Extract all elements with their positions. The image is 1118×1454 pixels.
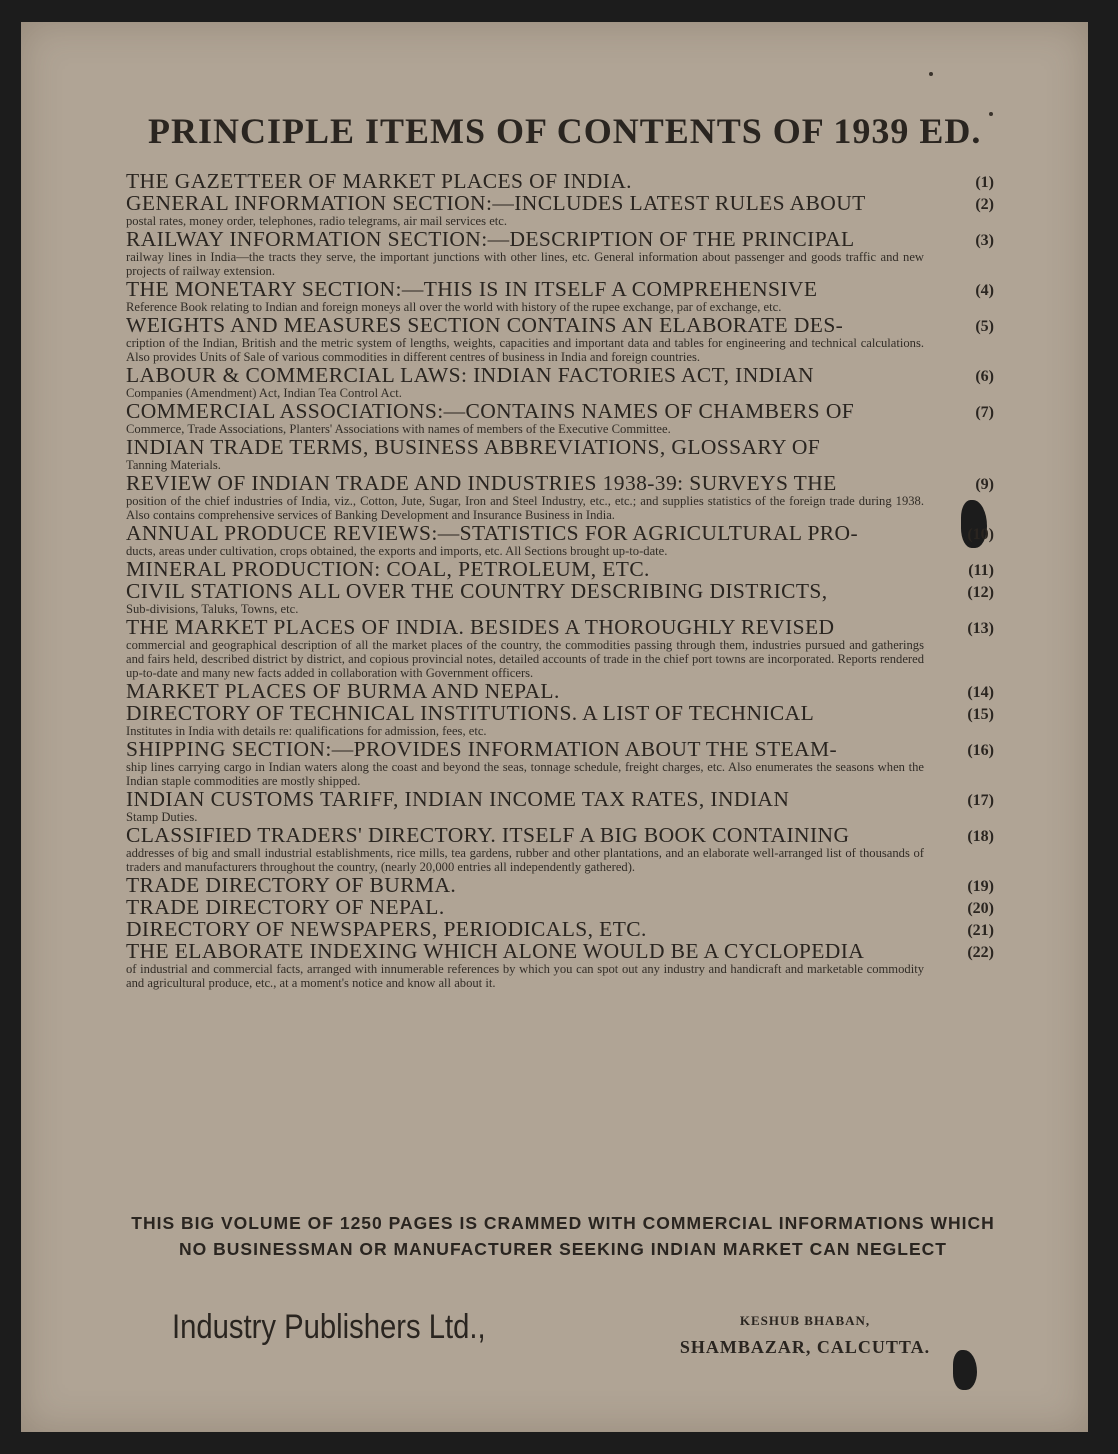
item-heading: THE ELABORATE INDEXING WHICH ALONE WOULD BE A CYCLOPEDIA xyxy=(126,939,865,963)
item-description: postal rates, money order, telephones, radio telegrams, air mail services etc. xyxy=(126,214,508,228)
item-description: Sub-divisions, Taluks, Towns, etc. xyxy=(126,602,299,616)
item-description: of industrial and commercial facts, arranged with innumerable references by which you can spot out any industry and handicraft and marketable commodity and agricultural produce, etc., at a moment's notice and know all about it. xyxy=(126,962,924,990)
contents-item xyxy=(126,788,998,824)
contents-item xyxy=(126,616,998,680)
item-heading: THE MONETARY SECTION:—THIS IS IN ITSELF A COMPREHENSIVE xyxy=(126,277,818,301)
contents-item xyxy=(126,192,998,228)
item-description: Commerce, Trade Associations, Planters' Associations with names of members of the Executive Committee. xyxy=(126,422,671,436)
item-number: (6) xyxy=(975,368,994,385)
item-number: (22) xyxy=(967,944,994,961)
contents-item xyxy=(126,436,998,472)
item-number: (20) xyxy=(967,900,994,917)
item-description: Tanning Materials. xyxy=(126,458,221,472)
item-heading: DIRECTORY OF TECHNICAL INSTITUTIONS. A LIST OF TECHNICAL xyxy=(126,701,815,725)
page-title: PRINCIPLE ITEMS OF CONTENTS OF 1939 ED. xyxy=(148,111,982,151)
item-number: (10) xyxy=(967,526,994,543)
item-heading: TRADE DIRECTORY OF NEPAL. xyxy=(126,895,445,919)
ink-speck xyxy=(929,72,933,76)
item-number: (13) xyxy=(967,620,994,637)
item-number: (12) xyxy=(967,584,994,601)
contents-item xyxy=(126,940,998,990)
contents-item xyxy=(126,738,998,788)
ink-speck xyxy=(989,112,993,116)
item-number: (21) xyxy=(967,922,994,939)
contents-item xyxy=(126,896,998,918)
address-line-1: KESHUB BHABAN, xyxy=(739,1313,871,1328)
item-number: (16) xyxy=(967,742,994,759)
item-number: (14) xyxy=(967,684,994,701)
paper-tear xyxy=(953,1350,977,1390)
item-number: (5) xyxy=(975,318,994,335)
contents-item xyxy=(126,170,998,192)
item-heading: GENERAL INFORMATION SECTION:—INCLUDES LATEST RULES ABOUT xyxy=(126,191,866,215)
address-line-2: SHAMBAZAR, CALCUTTA. xyxy=(679,1337,931,1357)
item-heading: LABOUR & COMMERCIAL LAWS: INDIAN FACTORIES ACT, INDIAN xyxy=(126,363,814,387)
item-heading: RAILWAY INFORMATION SECTION:—DESCRIPTION OF THE PRINCIPAL xyxy=(126,227,855,251)
item-number: (19) xyxy=(967,878,994,895)
item-heading: DIRECTORY OF NEWSPAPERS, PERIODICALS, ETC. xyxy=(126,917,647,941)
item-number: (3) xyxy=(975,232,994,249)
volume-statement: THIS BIG VOLUME OF 1250 PAGES IS CRAMMED WITH COMMERCIAL INFORMATIONS WHICH NO BUSINESSMAN OR MANUFACTURER SEEKING INDIAN MARKET CAN NEGLECT xyxy=(131,1213,995,1259)
contents-item xyxy=(126,558,998,580)
contents-item xyxy=(126,472,998,522)
contents-item xyxy=(126,680,998,702)
item-description: addresses of big and small industrial establishments, rice mills, tea gardens, rubber and other plantations, and an elaborate well-arranged list of thousands of traders and manufacturers throughout the country, (nearly 20,000 entries all independently gathered). xyxy=(126,846,924,874)
contents-item xyxy=(126,874,998,896)
item-heading: THE MARKET PLACES OF INDIA. BESIDES A THOROUGHLY REVISED xyxy=(126,615,835,639)
item-heading: INDIAN CUSTOMS TARIFF, INDIAN INCOME TAX RATES, INDIAN xyxy=(126,787,790,811)
item-heading: SHIPPING SECTION:—PROVIDES INFORMATION ABOUT THE STEAM- xyxy=(126,737,838,761)
contents-item xyxy=(126,824,998,874)
item-number: (15) xyxy=(967,706,994,723)
item-heading: CIVIL STATIONS ALL OVER THE COUNTRY DESCRIBING DISTRICTS, xyxy=(126,579,828,603)
contents-item xyxy=(126,364,998,400)
item-heading: MARKET PLACES OF BURMA AND NEPAL. xyxy=(126,679,560,703)
contents-item xyxy=(126,228,998,278)
item-heading: CLASSIFIED TRADERS' DIRECTORY. ITSELF A BIG BOOK CONTAINING xyxy=(126,823,850,847)
item-number: (17) xyxy=(967,792,994,809)
item-number: (11) xyxy=(968,562,994,579)
contents-item xyxy=(126,522,998,558)
item-heading: REVIEW OF INDIAN TRADE AND INDUSTRIES 1938-39: SURVEYS THE xyxy=(126,471,837,495)
item-heading: THE GAZETTEER OF MARKET PLACES OF INDIA. xyxy=(126,169,632,193)
contents-list xyxy=(126,170,998,990)
item-heading: TRADE DIRECTORY OF BURMA. xyxy=(126,873,457,897)
item-heading: INDIAN TRADE TERMS, BUSINESS ABBREVIATIONS, GLOSSARY OF xyxy=(126,435,821,459)
item-description: position of the chief industries of India, viz., Cotton, Jute, Sugar, Iron and Steel Industry, etc., etc.; and supplies statistics of the foreign trade during 1938. Also contains comprehensive services of Banking Development and Insurance Business in India. xyxy=(126,494,924,522)
item-number: (18) xyxy=(967,828,994,845)
contents-item xyxy=(126,314,998,364)
item-heading: WEIGHTS AND MEASURES SECTION CONTAINS AN ELABORATE DES- xyxy=(126,313,844,337)
item-number: (9) xyxy=(975,476,994,493)
item-description: Stamp Duties. xyxy=(126,810,198,824)
contents-item xyxy=(126,580,998,616)
contents-item xyxy=(126,400,998,436)
item-description: cription of the Indian, British and the metric system of lengths, weights, capacities and important data and tables for engineering and technical calculations. Also provides Units of Sale of various commodities in different centres of business in India and foreign countries. xyxy=(126,336,924,364)
item-heading: MINERAL PRODUCTION: COAL, PETROLEUM, ETC. xyxy=(126,557,650,581)
publisher-name: Industry Publishers Ltd., xyxy=(172,1308,486,1346)
item-number: (2) xyxy=(975,196,994,213)
item-description: Institutes in India with details re: qualifications for admission, fees, etc. xyxy=(126,724,487,738)
publisher-address xyxy=(660,1313,950,1358)
item-description: ducts, areas under cultivation, crops obtained, the exports and imports, etc. All Sections brought up-to-date. xyxy=(126,544,668,558)
item-description: Companies (Amendment) Act, Indian Tea Control Act. xyxy=(126,386,402,400)
contents-item xyxy=(126,702,998,738)
item-description: Reference Book relating to Indian and foreign moneys all over the world with history of the rupee exchange, par of exchange, etc. xyxy=(126,300,782,314)
contents-item xyxy=(126,278,998,314)
contents-item xyxy=(126,918,998,940)
item-description: railway lines in India—the tracts they serve, the important junctions with other lines, etc. General information about passenger and goods traffic and new projects of railway extension. xyxy=(126,250,924,278)
item-description: commercial and geographical description of all the market places of the country, the commodities passing through them, industries pursued and gatherings and fairs held, described district by district, and copious provincial notes, detailed accounts of trade in the chief port towns are incorporated. Reports rendered up-to-date and many new facts added in collaboration with Government officers. xyxy=(126,638,924,680)
item-number: (4) xyxy=(975,282,994,299)
item-number: (1) xyxy=(975,174,994,191)
item-number: (7) xyxy=(975,404,994,421)
item-heading: COMMERCIAL ASSOCIATIONS:—CONTAINS NAMES OF CHAMBERS OF xyxy=(126,399,855,423)
item-description: ship lines carrying cargo in Indian waters along the coast and beyond the seas, tonnage schedule, freight charges, etc. Also enumerates the seasons when the Indian staple commodities are mostly shipped. xyxy=(126,760,924,788)
item-heading: ANNUAL PRODUCE REVIEWS:—STATISTICS FOR AGRICULTURAL PRO- xyxy=(126,521,859,545)
